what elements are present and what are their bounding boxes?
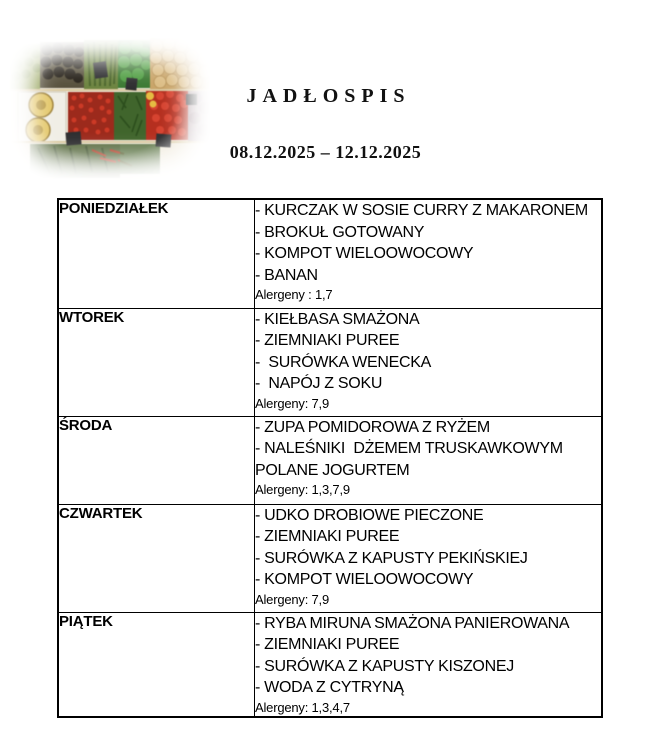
day-label: CZWARTEK (59, 504, 143, 522)
meal-item: - ZIEMNIAKI PUREE (255, 636, 400, 653)
meal-cell (255, 199, 603, 308)
meal-item: - WODA Z CYTRYNĄ (255, 679, 404, 696)
meal-item: - BANAN (255, 266, 318, 284)
day-label: PIĄTEK (59, 612, 113, 630)
meal-item: - KURCZAK W SOSIE CURRY Z MAKARONEM (255, 202, 588, 219)
page-title: JADŁOSPIS (246, 85, 411, 107)
allergens-line: Alergeny: 1,3,7,9 (255, 482, 350, 497)
meal-item: - NALEŚNIKI DŻEMEM TRUSKAWKOWYM POLANE JOGURTEM (255, 440, 567, 479)
meal-item: - SURÓWKA WENECKA (255, 353, 431, 371)
day-cell (58, 504, 255, 612)
day-label: PONIEDZIAŁEK (59, 200, 169, 217)
meal-cell (255, 416, 603, 504)
meal-item: - UDKO DROBIOWE PIECZONE (255, 506, 484, 524)
meal-item: - KOMPOT WIELOOWOCOWY (255, 571, 474, 588)
meal-item: - KIEŁBASA SMAŻONA (255, 310, 420, 328)
meal-item: - NAPÓJ Z SOKU (255, 375, 383, 392)
day-cell (58, 308, 255, 416)
day-label: ŚRODA (59, 416, 113, 434)
meal-item: - ZIEMNIAKI PUREE (255, 528, 400, 545)
allergens-line: Alergeny: 7,9 (255, 591, 330, 607)
row-wtorek (58, 308, 602, 416)
meal-item: - SURÓWKA Z KAPUSTY PEKIŃSKIEJ (255, 549, 528, 567)
allergens-line: Alergeny: 7,9 (255, 395, 330, 411)
meal-item: - ZIEMNIAKI PUREE (255, 332, 400, 349)
day-cell (58, 199, 255, 308)
meal-item: - ZUPA POMIDOROWA Z RYŻEM (255, 418, 490, 436)
meal-item: - KOMPOT WIELOOWOCOWY (255, 245, 474, 262)
meal-item: - SURÓWKA Z KAPUSTY KISZONEJ (255, 657, 514, 675)
allergens-line: Alergeny: 1,3,4,7 (255, 699, 350, 715)
row-piatek (58, 612, 602, 717)
meal-cell (255, 308, 603, 416)
row-czwartek (58, 504, 602, 612)
day-cell (58, 416, 255, 504)
meal-cell (255, 612, 603, 717)
row-poniedzialek (58, 199, 602, 308)
meal-item: - RYBA MIRUNA SMAŻONA PANIEROWANA (255, 614, 570, 632)
allergens-line: Alergeny : 1,7 (255, 287, 333, 302)
day-cell (58, 612, 255, 717)
row-sroda (58, 416, 602, 504)
menu-table (57, 198, 603, 718)
day-label: WTOREK (59, 308, 125, 326)
meal-item: - BROKUŁ GOTOWANY (255, 223, 425, 241)
date-range: 08.12.2025 – 12.12.2025 (229, 142, 422, 162)
meal-cell (255, 504, 603, 612)
